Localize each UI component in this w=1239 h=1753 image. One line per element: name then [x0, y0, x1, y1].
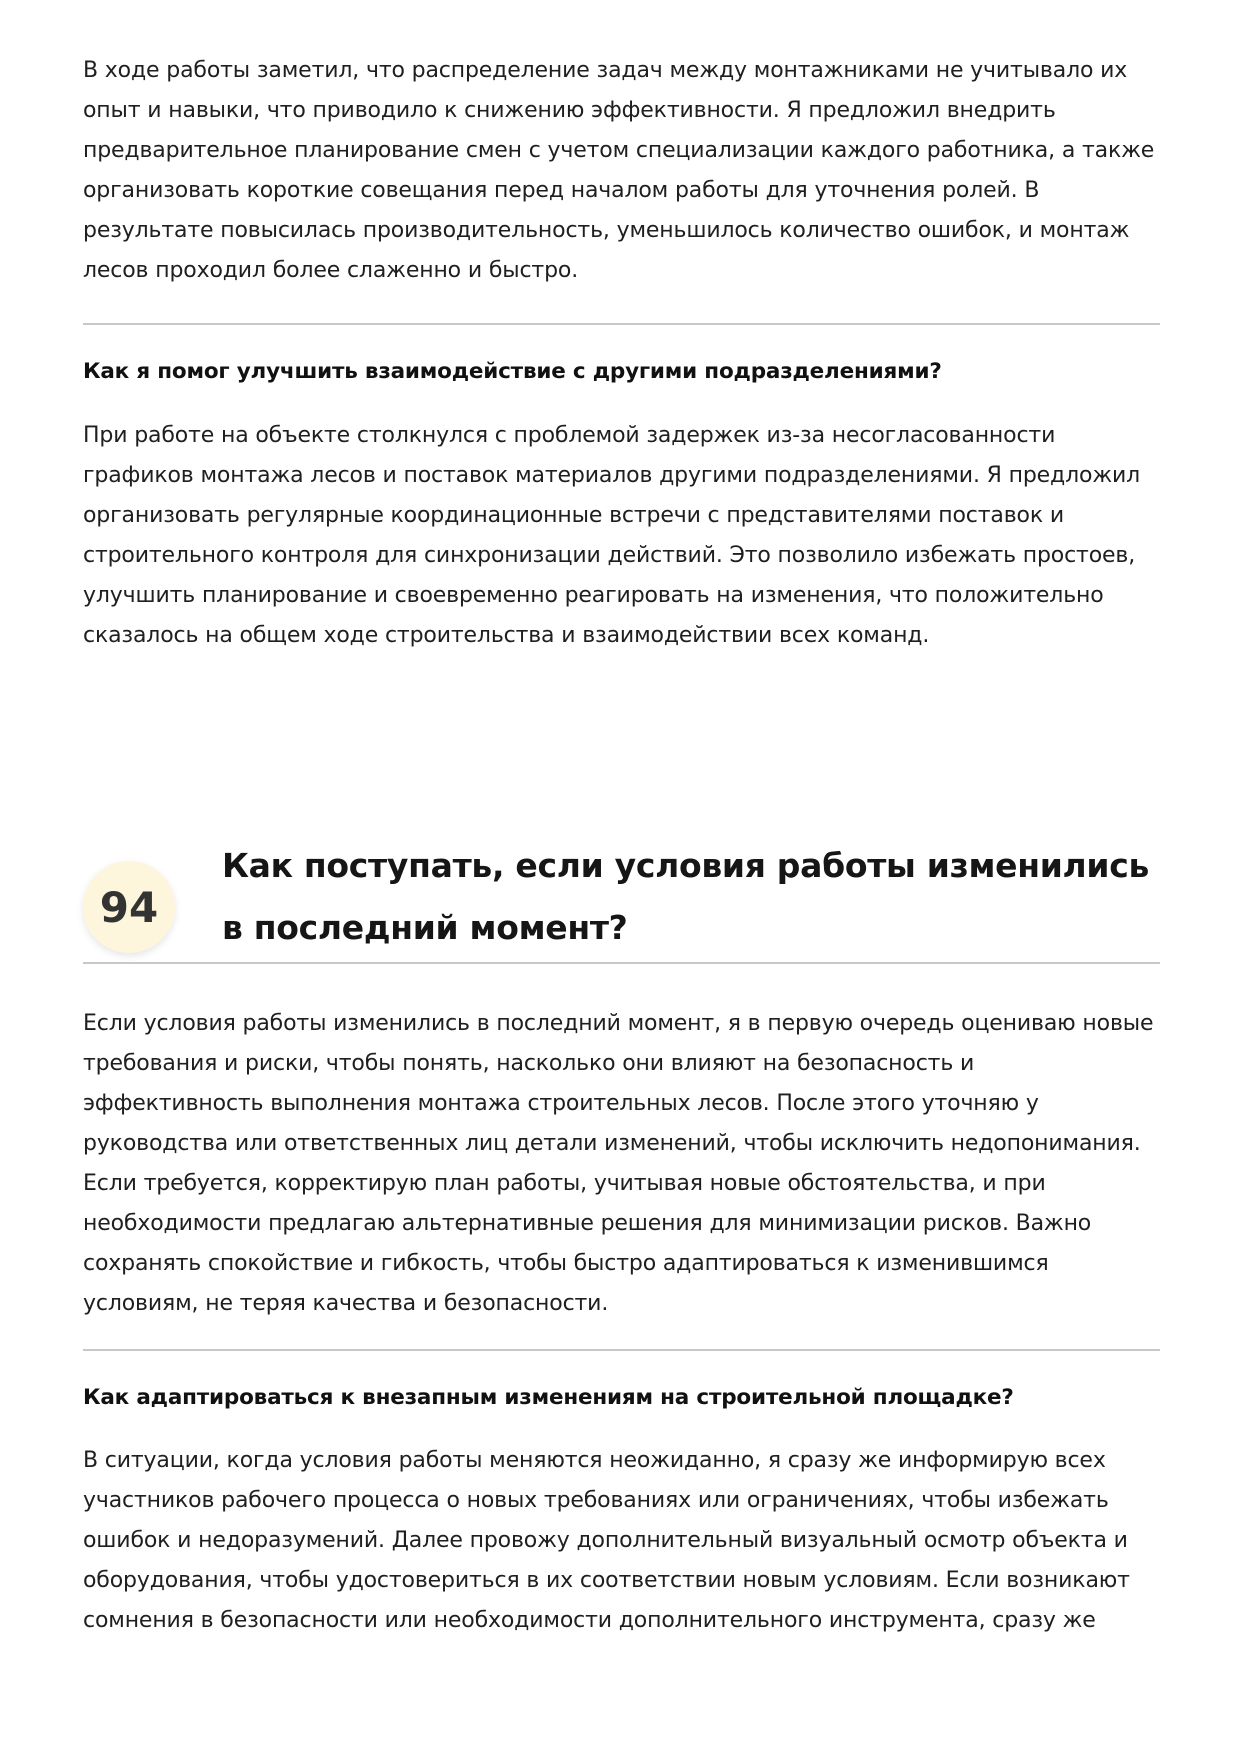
subquestion-heading-1: Как я помог улучшить взаимодействие с другими подразделениями? — [83, 359, 942, 384]
subquestion-heading-2: Как адаптироваться к внезапным изменениям на строительной площадке? — [83, 1385, 1014, 1410]
question-number-badge: 94 — [83, 861, 175, 953]
answer-paragraph-3: Если условия работы изменились в последний момент, я в первую очередь оцениваю новые требования и риски, чтобы понять, насколько они влияют на безопасность и эффективность выполнения монтажа строительных лесов. После этого уточняю у руководства или ответственных лиц детали изменений, чтобы исключить недопонимания. Если требуется, корректирую план работы, учитывая новые обстоятельства, и при необходимости предлагаю альтернативные решения для минимизации рисков. Важно сохранять спокойствие и гибкость, чтобы быстро адаптироваться к изменившимся условиям, не теряя качества и безопасности. — [83, 1011, 1154, 1316]
divider-2 — [83, 962, 1160, 964]
answer-paragraph-4: В ситуации, когда условия работы меняются неожиданно, я сразу же информирую всех участников рабочего процесса о новых требованиях или ограничениях, чтобы избежать ошибок и недоразумений. Далее провожу дополнительный визуальный осмотр объекта и оборудования, чтобы удостовериться в их соответствии новым условиям. Если возникают сомнения в безопасности или необходимости дополнительного инструмента, сразу же — [83, 1448, 1130, 1633]
question-title: Как поступать, если условия работы изменились в последний момент? — [222, 846, 1150, 947]
question-header — [83, 835, 1160, 965]
answer-paragraph-2: При работе на объекте столкнулся с проблемой задержек из-за несогласованности графиков монтажа лесов и поставок материалов другими подразделениями. Я предложил организовать регулярные координационные встречи с представителями поставок и строительного контроля для синхронизации действий. Это позволило избежать простоев, улучшить планирование и своевременно реагировать на изменения, что положительно сказалось на общем ходе строительства и взаимодействии всех команд. — [83, 423, 1141, 648]
divider-3 — [83, 1349, 1160, 1351]
divider-1 — [83, 323, 1160, 325]
answer-paragraph-1: В ходе работы заметил, что распределение задач между монтажниками не учитывало их опыт и навыки, что приводило к снижению эффективности. Я предложил внедрить предварительное планирование смен с учетом специализации каждого работника, а также организовать короткие совещания перед началом работы для уточнения ролей. В результате повысилась производительность, уменьшилось количество ошибок, и монтаж лесов проходил более слаженно и быстро. — [83, 58, 1155, 283]
